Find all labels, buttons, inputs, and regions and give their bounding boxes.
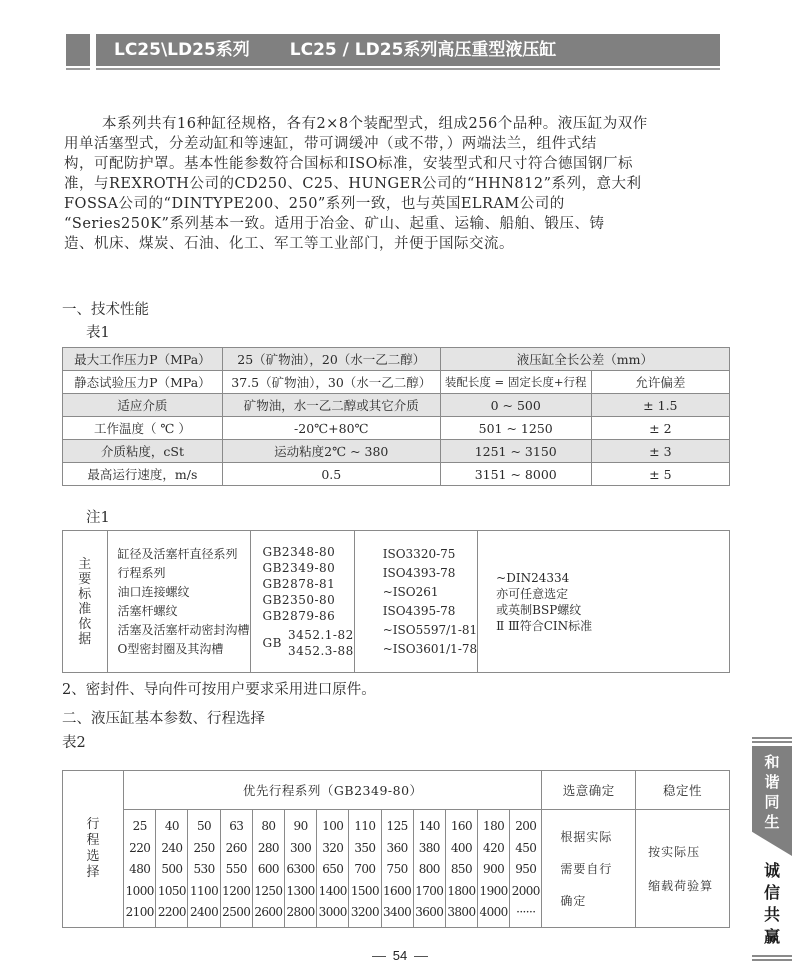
gb-code: GB2878-81: [262, 577, 336, 591]
stroke-value: 600: [257, 862, 279, 877]
stroke-column: [188, 810, 220, 928]
stroke-value: 25: [132, 819, 147, 833]
stroke-value: 900: [483, 862, 505, 877]
stroke-value: 50: [197, 819, 212, 833]
stroke-value: 1600: [383, 883, 412, 898]
assembly-length-header: 装配长度 = 固定长度+行程: [440, 371, 591, 394]
flag-char: 生: [764, 813, 780, 831]
intro-line: 用单活塞型式，分差动缸和等速缸，带可调缓冲（或不带，）两端法兰，组件式结: [64, 136, 597, 152]
stroke-value: 1050: [157, 883, 186, 898]
standard-item: 行程系列: [117, 565, 166, 580]
stroke-value: 3600: [415, 905, 444, 920]
standard-item: O型密封圈及其沟槽: [117, 641, 224, 656]
stroke-value: 2000: [511, 883, 540, 898]
stroke-value: 3000: [318, 905, 347, 920]
table-row: [63, 440, 730, 463]
page-number: [0, 948, 800, 963]
iso-code: ~ISO261: [382, 584, 439, 599]
stroke-value: 100: [322, 819, 344, 833]
stroke-value: 220: [129, 840, 151, 855]
stroke-column: [413, 810, 445, 928]
standard-item: 油口连接螺纹: [117, 584, 190, 599]
select-note-line: 需要自行: [560, 861, 613, 876]
standard-item: 活塞及活塞杆动密封沟槽: [117, 622, 250, 637]
stroke-selection-table: [62, 770, 730, 928]
table-row: [63, 394, 730, 417]
stroke-value: 2200: [157, 905, 186, 920]
stroke-value: 140: [418, 819, 440, 833]
intro-line: FOSSA公司的“DINTYPE200、250”系列一致，也与英国ELRAM公司的: [64, 196, 565, 212]
max-pressure-label: 最大工作压力P（MPa）: [63, 348, 223, 371]
stroke-value: 3200: [350, 905, 379, 920]
slogan-char: 诚: [763, 861, 780, 880]
stroke-value: 500: [161, 862, 183, 877]
stability-note-line: 按实际压: [648, 844, 701, 859]
side-char: 程: [86, 833, 100, 848]
stroke-value: 200: [515, 819, 537, 833]
deviation: ± 3: [591, 440, 729, 463]
stroke-value: 1250: [254, 883, 283, 898]
side-top-rules: [752, 737, 792, 745]
tech-performance-table: [62, 347, 730, 486]
table-row: [63, 371, 730, 394]
din-standards: [478, 531, 730, 673]
standards-side-title: [63, 531, 108, 673]
stroke-value: 3800: [447, 905, 476, 920]
stroke-value: 90: [293, 819, 308, 833]
stroke-value: 700: [354, 862, 376, 877]
series-label: LC25\LD25系列: [114, 40, 250, 60]
stroke-value: 400: [450, 840, 472, 855]
stroke-value: 360: [386, 840, 408, 855]
row-label: 工作温度（ ℃ ）: [63, 417, 223, 440]
header-rule: [96, 68, 720, 70]
table1-label: 表1: [86, 325, 110, 341]
gb-code: 3452.1-82: [287, 628, 354, 642]
stroke-value: 125: [386, 819, 408, 833]
din-line: Ⅱ Ⅲ符合CIN标准: [496, 618, 593, 633]
deviation: ± 2: [591, 417, 729, 440]
table-row: [63, 348, 730, 371]
stroke-value: 160: [450, 819, 472, 833]
side-char: 要: [78, 571, 92, 587]
stroke-value: 1700: [415, 883, 444, 898]
stroke-value: 1400: [318, 883, 347, 898]
stroke-value: 550: [225, 862, 247, 877]
flag-char: 谐: [764, 773, 780, 791]
intro-line: 准，与REXROTH公司的CD250、C25、HUNGER公司的“HHN812”系列，意大利: [64, 176, 642, 192]
select-note-line: 根据实际: [560, 829, 613, 844]
gb-prefix: GB: [262, 636, 282, 650]
gb-code: 3452.3-88: [287, 644, 354, 658]
stroke-value: 2400: [189, 905, 219, 920]
iso-code: ISO4395-78: [382, 603, 456, 618]
stroke-value: 40: [164, 819, 179, 833]
stroke-value: 1300: [286, 883, 315, 898]
stroke-value: 2600: [254, 905, 283, 920]
note2-text: 2、密封件、导向件可按用户要求采用进口原件。: [62, 682, 376, 698]
side-char: 选: [86, 849, 100, 864]
stroke-value: 530: [193, 862, 215, 877]
stroke-value: 250: [193, 840, 215, 855]
stroke-value: 1800: [447, 883, 476, 898]
stroke-value: 1100: [189, 883, 219, 898]
stroke-value: 1500: [350, 883, 379, 898]
gb-code: GB2879-86: [262, 609, 336, 623]
stroke-value: 350: [354, 840, 376, 855]
stroke-value: 280: [257, 840, 279, 855]
side-char: 标: [78, 586, 92, 602]
deviation: ± 5: [591, 463, 729, 486]
side-char: 行: [86, 817, 100, 832]
flag-char: 和: [764, 753, 780, 771]
iso-code: ISO3320-75: [382, 546, 456, 561]
row-value: 运动粘度2℃ ~ 380: [222, 440, 440, 463]
slogan-char: 共: [763, 905, 780, 924]
stroke-value: 1200: [222, 883, 251, 898]
stroke-column: [317, 810, 349, 928]
note1-label: 注1: [86, 510, 110, 526]
row-label: 最高运行速度，m/s: [63, 463, 223, 486]
intro-line: 构，可配防护罩。基本性能参数符合国标和ISO标准，安装型式和尺寸符合德国钢厂标: [64, 156, 634, 172]
slogan-char: 信: [763, 883, 780, 902]
stroke-column: [381, 810, 413, 928]
stroke-value: 380: [418, 840, 440, 855]
gb-code: GB2348-80: [262, 545, 336, 559]
stability-header: 稳定性: [636, 771, 730, 810]
stroke-value: ······: [516, 905, 536, 920]
page-title: LC25 / LD25系列高压重型液压缸: [289, 40, 557, 60]
stroke-value: 480: [129, 862, 151, 877]
stroke-value: 80: [261, 819, 276, 833]
table2-label: 表2: [62, 735, 86, 751]
header-banner: [96, 34, 720, 66]
intro-line: 本系列共有16种缸径规格，各有2×8个装配型式，组成256个品种。液压缸为双作: [102, 116, 648, 132]
stroke-value: 800: [418, 862, 440, 877]
stroke-value: 2800: [286, 905, 315, 920]
slogan-char: 赢: [763, 927, 780, 946]
stroke-column: [284, 810, 316, 928]
length-range: 3151 ~ 8000: [440, 463, 591, 486]
stroke-value: 6300: [286, 862, 315, 877]
stroke-value: 3400: [383, 905, 412, 920]
stroke-column: [445, 810, 477, 928]
standard-items: [107, 531, 250, 673]
stroke-value: 300: [290, 840, 312, 855]
side-char: 准: [78, 601, 92, 617]
stroke-column: [156, 810, 188, 928]
length-range: 1251 ~ 3150: [440, 440, 591, 463]
length-range: 0 ~ 500: [440, 394, 591, 417]
length-range: 501 ~ 1250: [440, 417, 591, 440]
row-value: 矿物油，水一乙二醇或其它介质: [222, 394, 440, 417]
stroke-value: 2500: [222, 905, 251, 920]
stroke-column: [220, 810, 252, 928]
stroke-value: 4000: [479, 905, 508, 920]
stroke-value: 240: [161, 840, 183, 855]
side-char: 主: [78, 556, 92, 572]
stroke-column: [124, 810, 156, 928]
iso-code: ISO4393-78: [382, 565, 456, 580]
side-char: 依: [78, 616, 92, 632]
side-flag-text: [752, 752, 792, 832]
side-char: 据: [78, 631, 92, 647]
iso-code: ~ISO3601/1-78: [382, 641, 478, 656]
iso-standards: [354, 531, 477, 673]
stroke-value: 63: [229, 819, 244, 833]
row-value: -20℃+80℃: [222, 417, 440, 440]
gb-code: GB2349-80: [262, 561, 336, 575]
stroke-value: 180: [483, 819, 505, 833]
intro-paragraph: [64, 114, 704, 254]
stroke-value: 320: [322, 840, 344, 855]
flag-char: 同: [764, 793, 780, 811]
stability-note: [636, 810, 730, 928]
intro-line: “Series250K”系列基本一致。适用于冶金、矿山、起重、运输、船舶、锻压、铸: [64, 216, 605, 232]
side-slogan: [752, 860, 792, 948]
stability-note-line: 缩载荷验算: [648, 878, 714, 893]
length-tolerance-header: 液压缸全长公差（mm）: [440, 348, 729, 371]
side-char: 择: [86, 865, 100, 880]
max-pressure-value: 25（矿物油），20（水一乙二醇）: [222, 348, 440, 371]
select-note-line: 确定: [560, 893, 587, 908]
din-line: 或英制BSP螺纹: [496, 602, 582, 617]
table-row: [63, 463, 730, 486]
stroke-value: 260: [225, 840, 247, 855]
test-pressure-label: 静态试验压力P（MPa）: [63, 371, 223, 394]
stroke-column: [349, 810, 381, 928]
stroke-column: [510, 810, 542, 928]
din-line: 亦可任意选定: [496, 586, 569, 601]
deviation: ± 1.5: [591, 394, 729, 417]
row-value: 0.5: [222, 463, 440, 486]
stroke-value: 1000: [125, 883, 154, 898]
stroke-side-title: [63, 771, 124, 928]
page-number-text: 54: [392, 948, 408, 963]
row-label: 适应介质: [63, 394, 223, 417]
din-line: ~DIN24334: [496, 570, 570, 585]
gb-code: GB2350-80: [262, 593, 336, 607]
standard-item: 活塞杆螺纹: [117, 603, 178, 618]
iso-code: ~ISO5597/1-81: [382, 622, 478, 637]
intro-line: 造、机床、煤炭、石油、化工、军工等工业部门，并便于国际交流。: [64, 236, 514, 252]
stroke-value: 2100: [125, 905, 154, 920]
section2-heading: 二、液压缸基本参数、行程选择: [62, 711, 265, 727]
table-row: [63, 417, 730, 440]
stroke-value: 1900: [479, 883, 508, 898]
stroke-value: 950: [515, 862, 537, 877]
standards-table: [62, 530, 730, 673]
header-accent-block: [66, 34, 90, 66]
stroke-column: [252, 810, 284, 928]
standard-item: 缸径及活塞杆直径系列: [117, 546, 238, 561]
test-pressure-value: 37.5（矿物油），30（水一乙二醇）: [222, 371, 440, 394]
stroke-column: [478, 810, 510, 928]
stroke-value: 650: [322, 862, 344, 877]
deviation-header: 允许偏差: [591, 371, 729, 394]
gb-standards: [250, 531, 354, 673]
preferred-stroke-header: 优先行程系列（GB2349-80）: [124, 771, 542, 810]
stroke-value: 850: [450, 862, 472, 877]
stroke-value: 750: [386, 862, 408, 877]
row-label: 介质粘度，cSt: [63, 440, 223, 463]
select-note: [542, 810, 636, 928]
stroke-value: 450: [515, 840, 537, 855]
select-header: 选意确定: [542, 771, 636, 810]
section1-heading: 一、技术性能: [62, 302, 149, 318]
stroke-value: 110: [354, 819, 376, 833]
stroke-value: 420: [483, 840, 505, 855]
header-accent-rule: [66, 68, 90, 70]
